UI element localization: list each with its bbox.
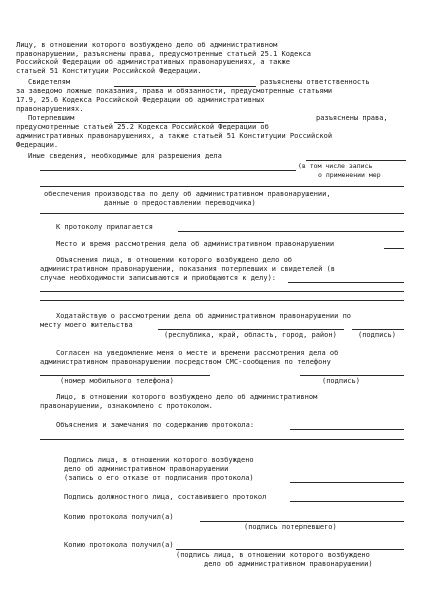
- copy-victim-field[interactable]: [200, 521, 404, 522]
- officer-signature-field[interactable]: [290, 501, 404, 502]
- copy-person-hint-2: дело об административном правонарушении): [204, 560, 373, 568]
- remarks-label: Объяснения и замечания по содержанию протокола:: [56, 421, 255, 429]
- place-time-field[interactable]: [384, 248, 404, 249]
- explanations-line-2: административном правонарушении, показания потерпевших и свидетелей (в: [40, 265, 336, 273]
- other-info-field-2[interactable]: [40, 170, 296, 171]
- petition-signature-hint: (подпись): [358, 331, 396, 339]
- petition-hint: (республика, край, область, город, район): [164, 331, 337, 339]
- acquainted-line-2: правонарушении, ознакомлено с протоколом.: [40, 402, 213, 410]
- witnesses-label: Свидетелям: [28, 78, 71, 86]
- sms-phone-field[interactable]: [40, 375, 210, 376]
- rights-line-4: статьей 51 Конституции Российской Федерации.: [16, 66, 202, 75]
- sms-phone-hint: (номер мобильного телефона): [60, 377, 174, 385]
- victims-tail: разъяснены права,: [316, 114, 388, 122]
- rights-line-1: Лицу, в отношении которого возбуждено дело об административном: [16, 41, 278, 49]
- explanations-field-1[interactable]: [288, 282, 404, 283]
- sms-line-1: Согласен на уведомление меня о месте и времени рассмотрения дела об: [56, 349, 339, 357]
- copy-person-hint-1: (подпись лица, в отношении которого возбуждено: [176, 551, 370, 559]
- person-signature-line-3: (запись о его отказе от подписания протокола): [64, 474, 254, 482]
- witnesses-line-3: 17.9, 25.6 Кодекса Российской Федерации об административных: [16, 96, 265, 104]
- person-signature-field[interactable]: [290, 482, 404, 483]
- acquainted-line-1: Лицо, в отношении которого возбуждено дело об административном: [56, 393, 318, 401]
- sms-signature-field[interactable]: [300, 375, 404, 376]
- copy-person-field[interactable]: [176, 549, 404, 550]
- witnesses-line-4: правонарушениях.: [16, 105, 84, 113]
- witnesses-tail: разъяснены ответственность: [260, 78, 370, 86]
- victims-line-2: предусмотренные статьей 25.2 Кодекса Российской Федерации об: [16, 123, 269, 131]
- sms-signature-hint: (подпись): [322, 377, 360, 385]
- victims-line-4: Федерации.: [16, 141, 59, 149]
- copy-person-label: Копию протокола получил(а): [64, 541, 174, 549]
- other-info-hint-3: обеспечения производства по делу об административном правонарушении,: [44, 190, 331, 198]
- remarks-field-1[interactable]: [290, 429, 404, 430]
- officer-signature-label: Подпись должностного лица, составившего протокол: [64, 493, 267, 501]
- sms-line-2: административном правонарушении посредством СМС-сообщения по телефону: [40, 358, 331, 366]
- rights-line-3: Российской Федерации об административных правонарушениях, а также: [16, 58, 290, 67]
- explanations-field-3[interactable]: [40, 300, 404, 301]
- explanations-field-2[interactable]: [40, 291, 404, 292]
- attached-label: К протоколу прилагается: [56, 223, 153, 231]
- petition-signature-field[interactable]: [352, 329, 404, 330]
- explanations-line-3: случае необходимости записываются и приобщаются к делу):: [40, 274, 277, 282]
- witnesses-line-2: за заведомо ложные показания, права и обязанности, предусмотренные статьями: [16, 87, 333, 95]
- person-signature-line-2: дело об административном правонарушении: [64, 465, 229, 473]
- copy-victim-label: Копию протокола получил(а): [64, 513, 174, 521]
- explanations-line-1: Объяснения лица, в отношении которого возбуждено дело об: [56, 256, 293, 264]
- attached-field[interactable]: [178, 231, 404, 232]
- place-time-label: Место и время рассмотрения дела об административном правонарушении: [56, 240, 335, 248]
- rights-line-2: правонарушении, разъяснены права, предусмотренные статьей 25.1 Кодекса: [16, 49, 312, 58]
- petition-field[interactable]: [158, 329, 344, 330]
- other-info-field-1[interactable]: [306, 160, 406, 161]
- victims-line-3: административных правонарушениях, а также статьей 51 Конституции Российской: [16, 132, 333, 140]
- petition-line-2: месту моего жительства: [40, 321, 133, 329]
- petition-line-1: Ходатайствую о рассмотрении дела об административном правонарушении по: [56, 312, 352, 320]
- person-signature-line-1: Подпись лица, в отношении которого возбуждено: [64, 456, 254, 464]
- other-info-field-3[interactable]: [40, 186, 404, 187]
- other-info-hint-2: о применении мер: [318, 171, 381, 179]
- victims-label: Потерпевшим: [28, 114, 75, 122]
- remarks-field-2[interactable]: [40, 439, 404, 440]
- other-info-label: Иные сведения, необходимые для разрешения дела: [28, 152, 222, 160]
- rights-paragraph: [16, 41, 420, 75]
- copy-victim-hint: (подпись потерпевшего): [244, 523, 337, 531]
- other-info-field-4[interactable]: [40, 213, 404, 214]
- other-info-hint-4: данные о предоставлении переводчика): [104, 199, 256, 207]
- other-info-hint-1: (в том числе запись: [298, 162, 373, 170]
